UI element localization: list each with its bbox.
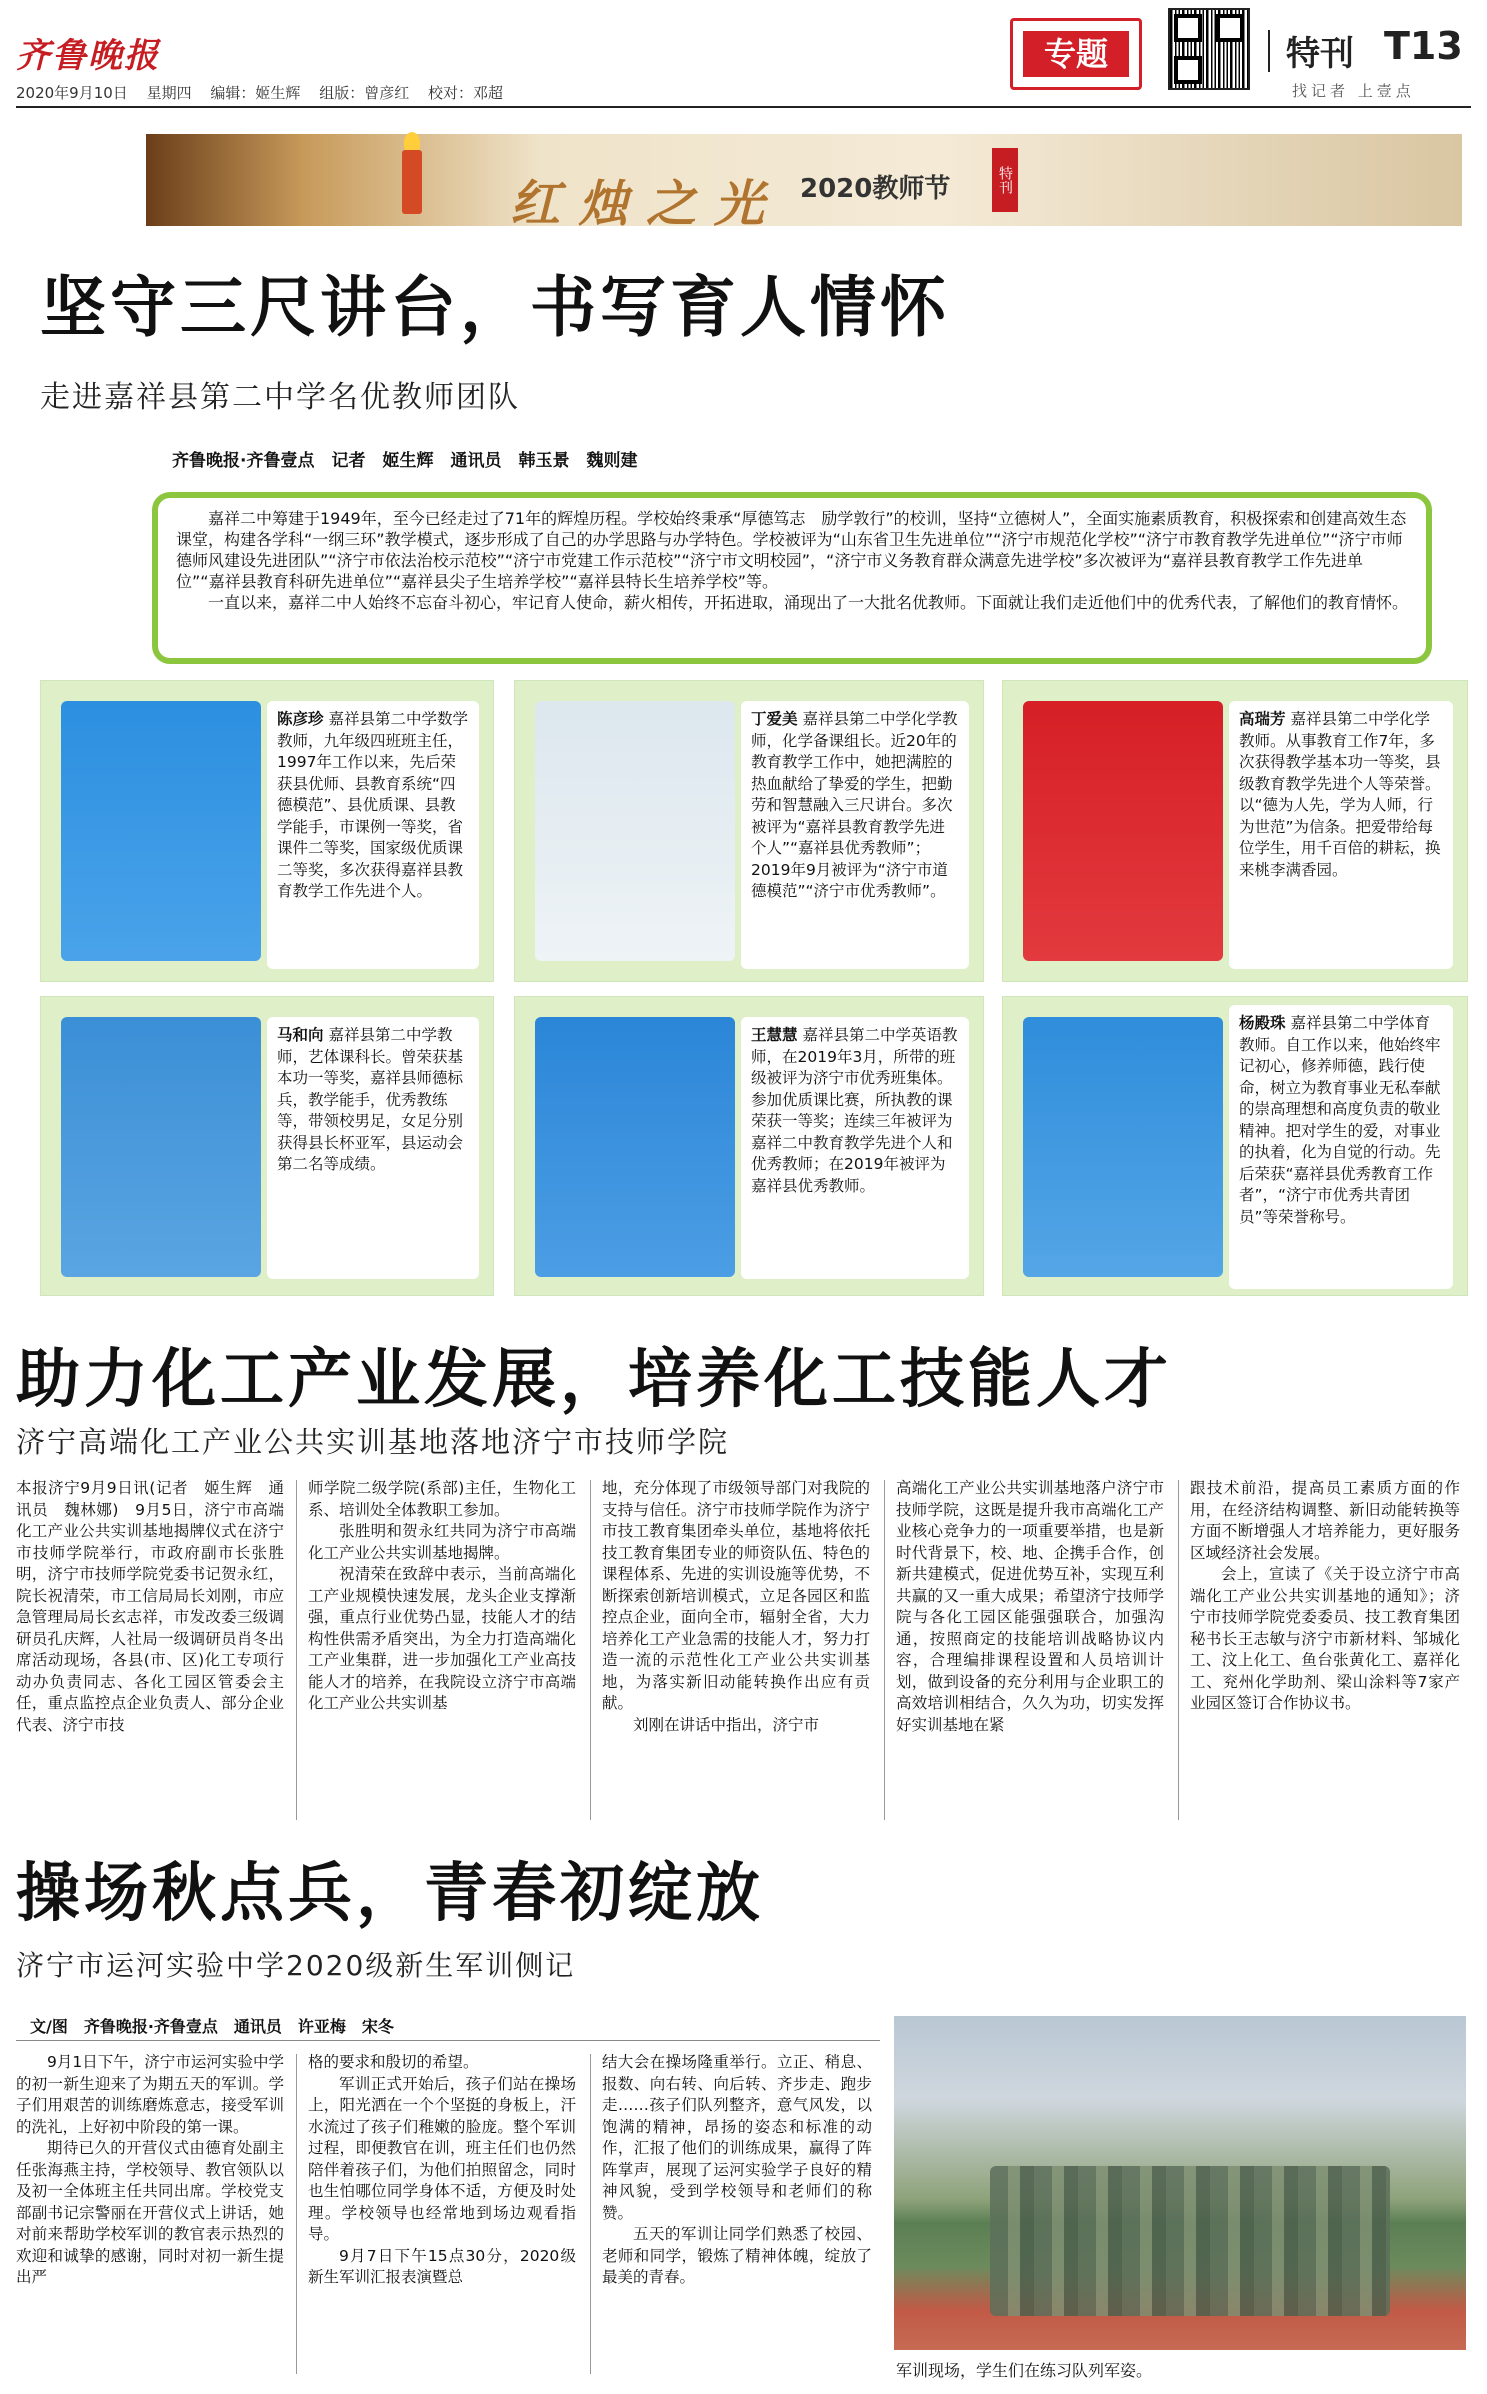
article3-paragraph: 格的要求和殷切的希望。 [308, 2053, 479, 2071]
column-divider [590, 1480, 591, 1820]
teacher-photo [61, 701, 261, 961]
teacher-bio [741, 701, 969, 969]
qr-corner [1174, 56, 1202, 84]
candle-icon [402, 150, 422, 214]
article2-column [16, 1478, 284, 1736]
teacher-photo [1023, 1017, 1223, 1277]
teacher-card [514, 680, 984, 982]
article2-column [896, 1478, 1164, 1736]
teacher-description: 嘉祥县第二中学数学教师，九年级四班班主任，1997年工作以来，先后荣获县优师、县教育系统“四德模范”、县优质课、县教学能手，市课例一等奖，省课件二等奖，国家级优质课二等奖，多次获得嘉祥县教育教学工作先进个人。 [277, 710, 468, 900]
teacher-name: 陈彦珍 [277, 710, 324, 728]
teacher-card [514, 996, 984, 1296]
article2-paragraph: 张胜明和贺永红共同为济宁市高端化工产业公共实训基地揭牌。 [308, 1522, 576, 1562]
article3-headline: 操场秋点兵，青春初绽放 [16, 1857, 764, 1931]
article3-byline: 文/图 齐鲁晚报·齐鲁壹点 通讯员 许亚梅 宋冬 [30, 2017, 394, 2036]
military-training-photo [894, 2016, 1466, 2350]
banner-title: 红烛之光 [510, 174, 782, 233]
article2-paragraph: 本报济宁9月9日讯(记者 姬生辉 通讯员 魏林娜) 9月5日，济宁市高端化工产业公共实训基地揭牌仪式在济宁市技师学院举行，市政府副市长张胜明，济宁市技师学院党委书记贺永红，院长祝清荣，市工信局局长刘刚，市应急管理局局长玄志祥，市发改委三级调研员孔庆辉，人社局一级调研员肖冬出席活动现场，各县(市、区)化工专项行动办负责同志、各化工园区管委会主任，重点监控点企业负责人、部分企业代表、济宁市技 [16, 1479, 284, 1734]
article1-intro-paragraph: 嘉祥二中筹建于1949年，至今已经走过了71年的辉煌历程。学校始终秉承“厚德笃志 励学敦行”的校训，坚持“立德树人”，全面实施素质教育，积极探索和创建高效生态课堂，构建各学科“一纲三环”教学模式，逐步形成了自己的办学思路与办学特色。学校被评为“山东省卫生先进单位”“济宁市规范化学校”“济宁市教育教学先进单位”“济宁市师德师风建设先进团队”“济宁市依法治校示范校”“济宁市党建工作示范校”“济宁市文明校园”，“济宁市义务教育群众满意先进学校”多次被评为“嘉祥县教育教学工作先进单位”“嘉祥县教育科研先进单位”“嘉祥县尖子生培养学校”“嘉祥县特长生培养学校”等。 [176, 509, 1407, 591]
article3-paragraph: 9月7日下午15点30分，2020级新生军训汇报表演暨总 [308, 2246, 576, 2286]
banner-flag: 特刊 [992, 148, 1018, 212]
teacher-photo [1023, 701, 1223, 961]
teacher-description: 嘉祥县第二中学化学教师。从事教育工作7年，多次获得教学基本功一等奖，县级教育教学先进个人等荣誉。以“德为人先，学为人师，行为世范”为信条。把爱带给每位学生，用千百倍的耕耘，换来桃李满香园。 [1239, 710, 1441, 879]
issue-info [16, 82, 517, 103]
article1-byline: 齐鲁晚报·齐鲁壹点 记者 姬生辉 通讯员 韩玉景 魏则建 [172, 451, 638, 471]
teacher-photo [61, 1017, 261, 1277]
column-divider [1178, 1480, 1179, 1820]
topic-label: 专题 [1023, 31, 1129, 77]
photo-caption: 军训现场，学生们在练习队列军姿。 [896, 2361, 1153, 2380]
page-number: T13 [1384, 24, 1463, 68]
article1-intro-paragraph: 一直以来，嘉祥二中人始终不忘奋斗初心，牢记育人使命，薪火相传，开拓进取，涌现出了一大批名优教师。下面就让我们走近他们中的优秀代表，了解他们的教育情怀。 [208, 593, 1409, 612]
newspaper-logo: 齐鲁晚报 [16, 36, 160, 76]
teacher-name: 王慧慧 [751, 1026, 798, 1044]
byline-rule [16, 2040, 880, 2041]
article1-intro-box [152, 492, 1432, 664]
banner-subtitle: 2020教师节 [800, 174, 951, 204]
teacher-bio [1229, 1005, 1453, 1289]
section-label: 特刊 [1286, 34, 1354, 74]
article1-subhead: 走进嘉祥县第二中学名优教师团队 [40, 380, 520, 415]
editor-credit: 编辑：姬生辉 [210, 84, 301, 102]
article3-paragraph: 期待已久的开营仪式由德育处副主任张海燕主持，学校领导、教官领队以及初一全体班主任共同出席。学校党支部副书记宗警丽在开营仪式上讲话，她对前来帮助学校军训的教官表示热烈的欢迎和诚挚的感谢，同时对初一新生提出严 [16, 2139, 284, 2286]
topic-tab [1010, 18, 1142, 90]
teacher-bio [267, 1017, 479, 1279]
teacher-bio [1229, 701, 1453, 969]
column-divider [590, 2054, 591, 2374]
article3-subhead: 济宁市运河实验中学2020级新生军训侧记 [16, 1949, 576, 1982]
article2-paragraph: 祝清荣在致辞中表示，当前高端化工产业规模快速发展，龙头企业支撑渐强，重点行业优势凸显，技能人才的结构性供需矛盾突出，为全力打造高端化工产业集群，进一步加强化工产业高技能人才的培养，在我院设立济宁市高端化工产业公共实训基 [308, 1565, 576, 1712]
article2-column [602, 1478, 870, 1736]
proof-credit: 校对：邓超 [427, 84, 503, 102]
article3-column [602, 2052, 872, 2289]
article3-paragraph: 9月1日下午，济宁市运河实验中学的初一新生迎来了为期五天的军训。学子们用艰苦的训练磨炼意志，接受军训的洗礼，上好初中阶段的第一课。 [16, 2053, 284, 2136]
teacher-name: 丁爱美 [751, 710, 798, 728]
teacher-bio [267, 701, 479, 969]
column-divider [884, 1480, 885, 1820]
article3-paragraph: 军训正式开始后，孩子们站在操场上，阳光洒在一个个坚挺的身板上，汗水流过了孩子们稚嫩的脸庞。整个军训过程，即便教官在训，班主任们也仍然陪伴着孩子们，为他们拍照留念，同时也生怕哪位同学身体不适，方便及时处理。学校领导也经常地到场边观看指导。 [308, 2074, 576, 2243]
qr-corner [1174, 14, 1202, 42]
issue-date: 2020年9月10日 [16, 84, 128, 102]
teacher-card [40, 996, 494, 1296]
layout-credit: 组版：曾彦红 [319, 84, 410, 102]
article2-paragraph: 地，充分体现了市级领导部门对我院的支持与信任。济宁市技师学院作为济宁市技工教育集团牵头单位，基地将依托技工教育集团专业的师资队伍、特色的课程体系、先进的实训设施等优势，不断探索创新培训模式，立足各园区和监控点企业，面向全市，辐射全省，大力培养化工产业急需的技能人才，努力打造一流的示范性化工产业公共实训基地，为落实新旧动能转换作出应有贡献。 [602, 1479, 870, 1712]
header-rule [16, 106, 1471, 108]
article2-subhead: 济宁高端化工产业公共实训基地落地济宁市技师学院 [16, 1425, 730, 1459]
teacher-description: 嘉祥县第二中学体育教师。自工作以来，他始终牢记初心，修养师德，践行使命，树立为教育事业无私奉献的崇高理想和高度负责的敬业精神。把对学生的爱，对事业的执着，化为自觉的行动。先后荣获“嘉祥县优秀教育工作者”，“济宁市优秀共青团员”等荣誉称号。 [1239, 1014, 1441, 1226]
teacher-name: 马和向 [277, 1026, 324, 1044]
teacher-description: 嘉祥县第二中学英语教师，在2019年3月，所带的班级被评为济宁市优秀班集体。参加优质课比赛，所执教的课荣获一等奖；连续三年被评为嘉祥二中教育教学先进个人和优秀教师；在2019年被评为嘉祥县优秀教师。 [751, 1026, 958, 1195]
teacher-description: 嘉祥县第二中学化学教师，化学备课组长。近20年的教育教学工作中，她把满腔的热血献给了挚爱的学生，把勤劳和智慧融入三尺讲台。多次被评为“嘉祥县教育教学先进个人”“嘉祥县优秀教师”；2019年9月被评为“济宁市道德模范”“济宁市优秀教师”。 [751, 710, 958, 900]
article2-paragraph: 刘刚在讲话中指出，济宁市 [633, 1715, 820, 1734]
teacher-photo [535, 1017, 735, 1277]
column-divider [296, 1480, 297, 1820]
teacher-bio [741, 1017, 969, 1279]
article3-paragraph: 五天的军训让同学们熟悉了校园、老师和同学，锻炼了精神体魄，绽放了最美的青春。 [602, 2225, 872, 2286]
teacher-name: 高瑞芳 [1239, 710, 1286, 728]
article1-headline: 坚守三尺讲台，书写育人情怀 [40, 269, 950, 346]
teacher-name: 杨殿珠 [1239, 1014, 1286, 1032]
article2-paragraph: 师学院二级学院(系部)主任，生物化工系、培训处全体教职工参加。 [308, 1479, 576, 1519]
article2-headline: 助力化工产业发展，培养化工技能人才 [16, 1343, 1172, 1417]
teacher-photo [535, 701, 735, 961]
article3-paragraph: 结大会在操场隆重举行。立正、稍息、报数、向右转、向后转、齐步走、跑步走……孩子们队列整齐，意气风发，以饱满的精神，昂扬的姿态和标准的动作，汇报了他们的训练成果，赢得了阵阵掌声，展现了运河实验学子良好的精神风貌，受到学校领导和老师们的称赞。 [602, 2053, 872, 2222]
article2-column [308, 1478, 576, 1715]
column-divider [296, 2054, 297, 2374]
qr-corner [1216, 14, 1244, 42]
article2-column [1190, 1478, 1460, 1715]
article2-paragraph: 高端化工产业公共实训基地落户济宁市技师学院，这既是提升我市高端化工产业核心竞争力的一项重要举措，也是新时代背景下，校、地、企携手合作，创新共建模式，促进优势互补，实现互利共赢的又一重大成果；希望济宁技师学院与各化工园区能强强联合，加强沟通，按照商定的技能培训战略协议内容，合理编排课程设置和人员培训计划，做到设备的充分利用与企业职工的高效培训相结合，久久为功，切实发挥好实训基地在紧 [896, 1479, 1164, 1734]
staff-line: 找记者 上壹点 [1292, 82, 1415, 100]
issue-weekday: 星期四 [146, 84, 192, 102]
article2-paragraph: 跟技术前沿，提高员工素质方面的作用，在经济结构调整、新旧动能转换等方面不断增强人才培养能力，更好服务区域经济社会发展。 [1190, 1479, 1460, 1562]
article3-column [16, 2052, 284, 2289]
article3-column [308, 2052, 576, 2289]
teacher-card [1002, 996, 1468, 1296]
teacher-description: 嘉祥县第二中学教师，艺体课科长。曾荣获基本功一等奖，嘉祥县师德标兵，教学能手，优秀教练等，带领校男足，女足分别获得县长杯亚军，县运动会第二名等成绩。 [277, 1026, 464, 1173]
article2-paragraph: 会上，宣读了《关于设立济宁市高端化工产业公共实训基地的通知》；济宁市技师学院党委委员、技工教育集团秘书长王志敏与济宁市新材料、邹城化工、汶上化工、鱼台张黄化工、嘉祥化工、兖州化学助剂、梁山涂料等7家产业园区签订合作协议书。 [1190, 1565, 1460, 1712]
qr-code-icon [1168, 8, 1250, 90]
teacher-card [40, 680, 494, 982]
teacher-card [1002, 680, 1468, 982]
students-formation [990, 2166, 1390, 2316]
divider [1268, 30, 1270, 72]
